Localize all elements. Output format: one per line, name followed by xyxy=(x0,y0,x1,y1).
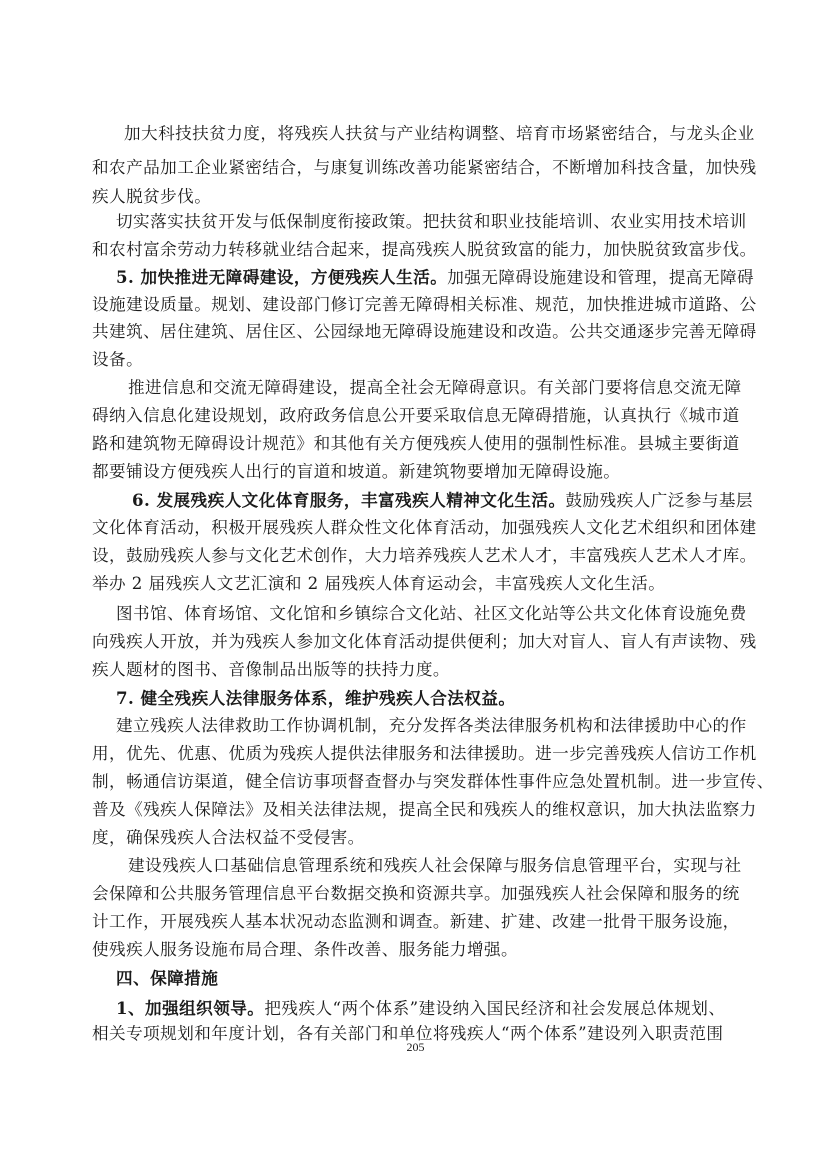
body-text: 使残疾人服务设施布局合理、条件改善、服务能力增强。 xyxy=(92,940,519,959)
text-line xyxy=(92,800,757,820)
body-text: 把残疾人“两个体系”建设纳入国民经济和社会发展总体规划、 xyxy=(264,999,726,1018)
body-text: 制，畅通信访渠道，健全信访事项督查督办与突发群体性事件应急处置机制。进一步宣传、 xyxy=(92,772,774,791)
body-text: 都要铺设方便残疾人出行的盲道和坡道。新建筑物要增加无障碍设施。 xyxy=(92,462,621,481)
text-line xyxy=(92,378,788,398)
body-text: 加强无障碍设施建设和管理，提高无障碍 xyxy=(447,268,755,287)
body-text: 设，鼓励残疾人参与文化艺术创作，大力培养残疾人艺术人才，丰富残疾人艺术人才库。 xyxy=(92,546,757,565)
body-text: 建设残疾人口基础信息管理系统和残疾人社会保障与服务信息管理平台，实现与社 xyxy=(128,856,742,875)
bold-heading-text: 5. 加快推进无障碍建设，方便残疾人生活。 xyxy=(116,267,448,287)
body-text: 文化体育活动，积极开展残疾人群众性文化体育活动，加强残疾人文化艺术组织和团体建 xyxy=(92,518,757,537)
text-line xyxy=(92,968,776,989)
text-line xyxy=(92,884,752,904)
text-line xyxy=(92,490,792,511)
text-line xyxy=(92,406,752,426)
body-text: 图书馆、体育场馆、文化馆和乡镇综合文化站、社区文化站等公共文化体育设施免费 xyxy=(116,604,747,623)
text-line xyxy=(92,350,752,370)
text-line xyxy=(92,716,776,736)
body-text: 切实落实扶贫开发与低保制度衔接政策。把扶贫和职业技能培训、农业实用技术培训 xyxy=(116,212,747,231)
text-line xyxy=(92,212,776,232)
text-line xyxy=(92,574,752,594)
body-text: 设备。 xyxy=(92,350,144,369)
body-text: 向残疾人开放，并为残疾人参加文化体育活动提供便利；加大对盲人、盲人有声读物、残 xyxy=(92,632,757,651)
text-line xyxy=(92,856,788,876)
text-line xyxy=(92,322,757,342)
body-text: 建立残疾人法律救助工作协调机制，充分发挥各类法律服务机构和法律援助中心的作 xyxy=(116,716,747,735)
text-line xyxy=(92,912,752,932)
body-text: 普及《残疾人保障法》及相关法律法规，提高全民和残疾人的维权意识，加大执法监察力 xyxy=(92,800,757,819)
text-line xyxy=(92,828,752,848)
body-text: 共建筑、居住建筑、居住区、公园绿地无障碍设施建设和改造。公共交通逐步完善无障碍 xyxy=(92,322,757,341)
body-text: 路和建筑物无障碍设计规范》和其他有关方便残疾人使用的强制性标准。县城主要街道 xyxy=(92,434,740,453)
body-text: 设施建设质量。规划、建设部门修订完善无障碍相关标准、规范，加快推进城市道路、公 xyxy=(92,295,757,314)
body-text: 计工作，开展残疾人基本状况动态监测和调查。新建、扩建、改建一批骨干服务设施， xyxy=(92,912,740,931)
bold-heading-text: 6. 发展残疾人文化体育服务，丰富残疾人精神文化生活。 xyxy=(132,490,566,510)
text-line xyxy=(92,660,752,680)
body-text: 举办 2 届残疾人文艺汇演和 2 届残疾人体育运动会，丰富残疾人文化生活。 xyxy=(92,574,666,593)
text-line xyxy=(92,434,752,454)
text-line xyxy=(92,744,757,764)
text-line xyxy=(92,772,774,792)
text-line xyxy=(92,187,752,207)
body-text: 用，优先、优惠、优质为残疾人提供法律服务和法律援助。进一步完善残疾人信访工作机 xyxy=(92,744,757,763)
text-line xyxy=(92,124,784,144)
bold-heading-text: 7. 健全残疾人法律服务体系，维护残疾人合法权益。 xyxy=(116,688,516,708)
body-text: 会保障和公共服务管理信息平台数据交换和资源共享。加强残疾人社会保障和服务的统 xyxy=(92,884,740,903)
body-text: 和农村富余劳动力转移就业结合起来，提高残疾人脱贫致富的能力，加快脱贫致富步伐。 xyxy=(92,240,757,259)
text-line xyxy=(92,267,776,288)
body-text: 疾人题材的图书、音像制品出版等的扶持力度。 xyxy=(92,660,450,679)
body-text: 度，确保残疾人合法权益不受侵害。 xyxy=(92,828,365,847)
text-line xyxy=(92,518,757,538)
text-line xyxy=(92,688,776,709)
body-text: 疾人脱贫步伐。 xyxy=(92,187,212,206)
bold-heading-text: 1、加强组织领导。 xyxy=(116,998,265,1018)
text-line xyxy=(92,632,757,652)
text-line xyxy=(92,546,757,566)
text-line xyxy=(92,462,752,482)
text-line xyxy=(92,158,757,178)
text-line xyxy=(92,998,776,1019)
text-line xyxy=(92,295,757,315)
text-line xyxy=(92,240,757,260)
text-line xyxy=(92,604,776,624)
body-text: 推进信息和交流无障碍建设，提高全社会无障碍意识。有关部门要将信息交流无障 xyxy=(128,378,742,397)
page-number: 205 xyxy=(406,1040,425,1054)
body-text: 相关专项规划和年度计划，各有关部门和单位将残疾人“两个体系”建设列入职责范围 xyxy=(92,1024,724,1043)
body-text: 碍纳入信息化建设规划，政府政务信息公开要采取信息无障碍措施，认真执行《城市道 xyxy=(92,406,740,425)
body-text: 加大科技扶贫力度，将残疾人扶贫与产业结构调整、培育市场紧密结合，与龙头企业 xyxy=(124,124,755,143)
text-line xyxy=(92,940,752,960)
bold-heading-text: 四、保障措施 xyxy=(116,968,219,988)
body-text: 和农产品加工企业紧密结合，与康复训练改善功能紧密结合，不断增加科技含量，加快残 xyxy=(92,158,757,177)
body-text: 鼓励残疾人广泛参与基层 xyxy=(565,491,753,510)
